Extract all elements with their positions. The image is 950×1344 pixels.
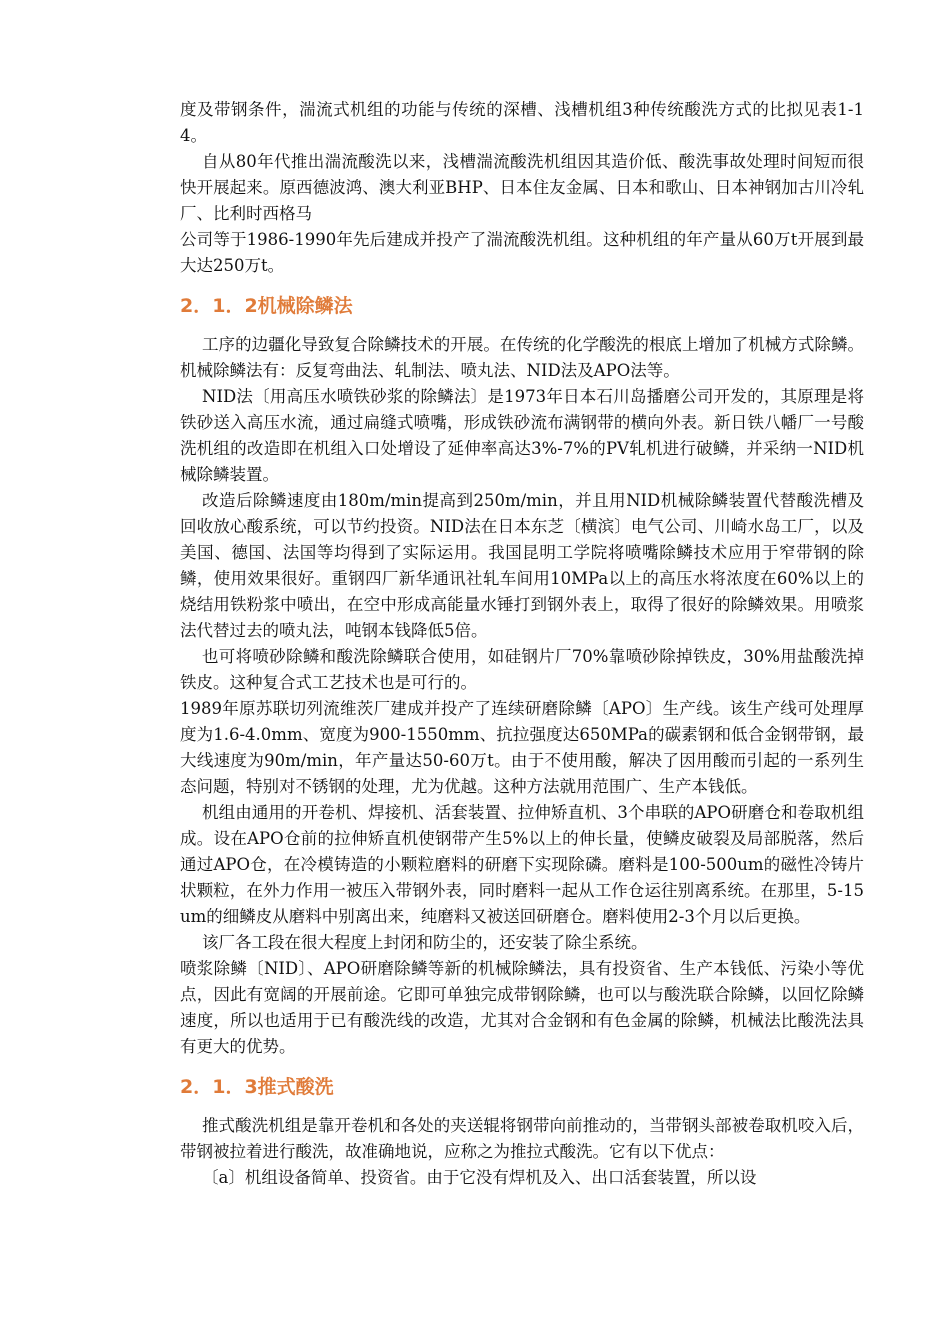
paragraph-annual-output: 公司等于1986-1990年先后建成并投产了湍流酸洗机组。这种机组的年产量从60万t开展到最大达250万t。 — [180, 230, 864, 275]
paragraph-composite-descaling: 工序的边疆化导致复合除鳞技术的开展。在传统的化学酸洗的根底上增加了机械方式除鳞。机械除鳞法有：反复弯曲法、轧制法、喷丸法、NID法及APO法等。 — [180, 335, 864, 380]
section-heading-push-pickling: 2．1．3推式酸洗 — [180, 1076, 334, 1098]
paragraph-mechanical-advantages: 喷浆除鳞〔NID〕、APO研磨除鳞等新的机械除鳞法，具有投资省、生产本钱低、污染小等优点，因此有宽阔的开展前途。它即可单独完成带钢除鳞，也可以与酸洗联合除鳞，以回忆除鳞速度，所以也适用于已有酸洗线的改造，尤其对合金钢和有色金属的除鳞，机械法比酸洗法具有更大的优势。 — [180, 959, 864, 1056]
paragraph-turbulent-pickling: 自从80年代推出湍流酸洗以来，浅槽湍流酸洗机组因其造价低、酸洗事故处理时间短而很快开展起来。原西德波鸿、澳大利亚BHP、日本住友金属、日本和歌山、日本神钢加古川冷轧厂、比利时西格马 — [180, 152, 864, 223]
paragraph-apo-line: 1989年原苏联切列流维茨厂建成并投产了连续研磨除鳞〔APO〕生产线。该生产线可处理厚度为1.6-4.0mm、宽度为900-1550mm、抗拉强度达650MPa的碳素钢和低合金钢带钢，最大线速度为90m/min，年产量达50-60万t。由于不使用酸，解决了因用酸而引起的一系列生态问题，特别对不锈钢的处理，尤为优越。这种方法就用范围广、生产本钱低。 — [180, 699, 864, 796]
document-body — [180, 97, 864, 1191]
paragraph-unit-composition: 机组由通用的开卷机、焊接机、活套装置、拉伸矫直机、3个串联的APO研磨仓和卷取机组成。设在APO仓前的拉伸矫直机使钢带产生5%以上的伸长量，使鳞皮破裂及局部脱落，然后通过APO仓，在冷模铸造的小颗粒磨料的研磨下实现除磷。磨料是100-500um的磁性冷铸片状颗粒，在外力作用一被压入带钢外表，同时磨料一起从工作仓运往别离系统。在那里，5-15um的细鳞皮从磨料中别离出来，纯磨料又被送回研磨仓。磨料使用2-3个月以后更换。 — [180, 803, 864, 926]
paragraph-combined-descaling: 也可将喷砂除鳞和酸洗除鳞联合使用，如硅钢片厂70%靠喷砂除掉铁皮，30%用盐酸洗掉铁皮。这种复合式工艺技术也是可行的。 — [180, 647, 864, 692]
paragraph-nid-method: NID法〔用高压水喷铁砂浆的除鳞法〕是1973年日本石川岛播磨公司开发的，其原理是将铁砂送入高压水流，通过扁缝式喷嘴，形成铁砂流布满钢带的横向外表。新日铁八幡厂一号酸洗机组的改造即在机组入口处增设了延伸率高达3%-7%的PV轧机进行破鳞，并采纳一NID机械除鳞装置。 — [180, 387, 864, 484]
paragraph-push-pickling: 推式酸洗机组是靠开卷机和各处的夹送辊将钢带向前推动的，当带钢头部被卷取机咬入后，带钢被拉着进行酸洗，故准确地说，应称之为推拉式酸洗。它有以下优点： — [180, 1116, 864, 1161]
paragraph-descaling-speed: 改造后除鳞速度由180m/min提高到250m/min，并且用NID机械除鳞装置代替酸洗槽及回收放心酸系统，可以节约投资。NID法在日本东芝〔横滨〕电气公司、川崎水岛工厂，以及美国、德国、法国等均得到了实际运用。我国昆明工学院将喷嘴除鳞技术应用于窄带钢的除鳞，使用效果很好。重钢四厂新华通讯社轧车间用10MPa以上的高压水将浓度在60%以上的烧结用铁粉浆中喷出，在空中形成高能量水锤打到钢外表上，取得了很好的除鳞效果。用喷浆法代替过去的喷丸法，吨钢本钱降低5倍。 — [180, 491, 864, 640]
section-heading-mechanical-descaling: 2．1．2机械除鳞法 — [180, 295, 353, 317]
paragraph-dust-removal: 该厂各工段在很大程度上封闭和防尘的，还安装了除尘系统。 — [202, 933, 648, 952]
paragraph-advantage-a: 〔a〕机组设备简单、投资省。由于它没有焊机及入、出口活套装置，所以设 — [202, 1168, 757, 1187]
paragraph-continuation: 度及带钢条件，湍流式机组的功能与传统的深槽、浅槽机组3种传统酸洗方式的比拟见表1-14。 — [180, 100, 864, 145]
